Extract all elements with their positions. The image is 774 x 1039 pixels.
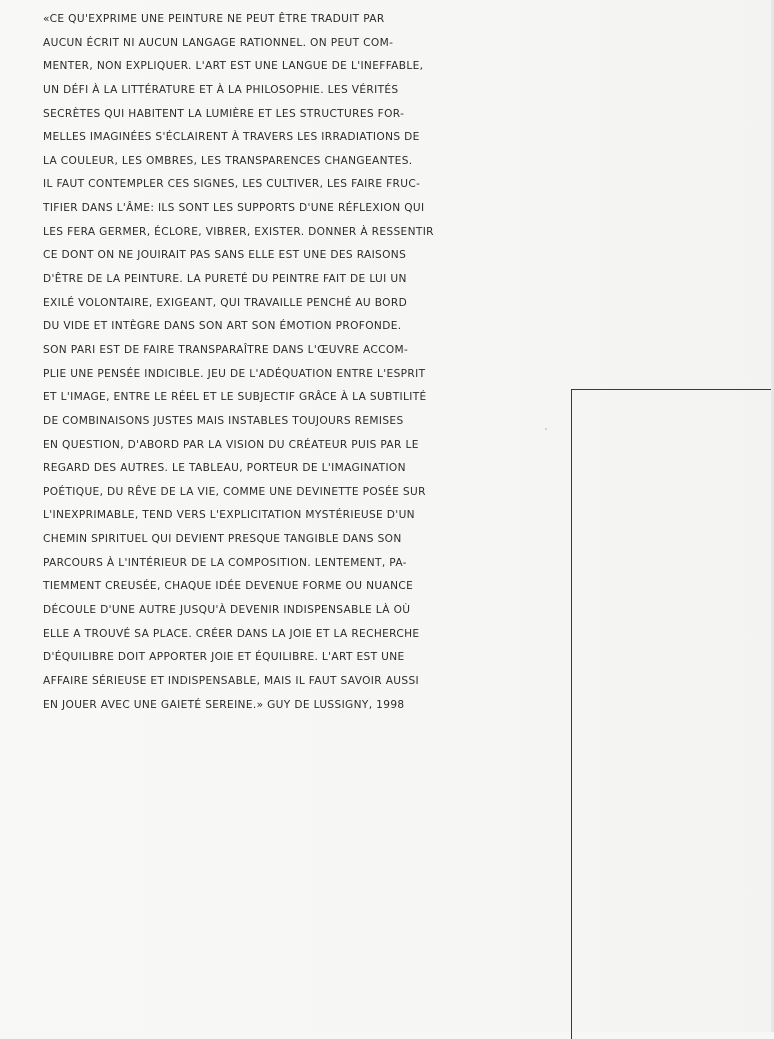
quote-line: AFFAIRE SÉRIEUSE ET INDISPENSABLE, MAIS IL FAUT SAVOIR AUSSI	[43, 674, 420, 687]
quote-line: «CE QU'EXPRIME UNE PEINTURE NE PEUT ÊTRE TRADUIT PAR	[43, 13, 385, 25]
quote-line: LES FERA GERMER, ÉCLORE, VIBRER, EXISTER. DONNER À RESSENTIR	[43, 225, 434, 238]
quote-line: ELLE A TROUVÉ SA PLACE. CRÉER DANS LA JOIE ET LA RECHERCHE	[43, 627, 420, 640]
quote-line: CHEMIN SPIRITUEL QUI DEVIENT PRESQUE TANGIBLE DANS SON	[43, 533, 402, 546]
quote-attribution-line: EN JOUER AVEC UNE GAIETÉ SEREINE.» GUY DE LUSSIGNY, 1998	[43, 698, 405, 711]
quote-line: SON PARI EST DE FAIRE TRANSPARAÎTRE DANS L'ŒUVRE ACCOM-	[43, 343, 409, 356]
artwork-frame	[571, 389, 774, 1039]
quote-line: POÉTIQUE, DU RÊVE DE LA VIE, COMME UNE DEVINETTE POSÉE SUR	[43, 485, 426, 498]
quote-line: MELLES IMAGINÉES S'ÉCLAIRENT À TRAVERS LES IRRADIATIONS DE	[43, 131, 420, 144]
quote-line: PLIE UNE PENSÉE INDICIBLE. JEU DE L'ADÉQUATION ENTRE L'ESPRIT	[43, 367, 426, 380]
quote-line: MENTER, NON EXPLIQUER. L'ART EST UNE LANGUE DE L'INEFFABLE,	[43, 60, 424, 73]
quote-line: UN DÉFI À LA LITTÉRATURE ET À LA PHILOSOPHIE. LES VÉRITÉS	[43, 83, 399, 96]
quote-line: REGARD DES AUTRES. LE TABLEAU, PORTEUR DE L'IMAGINATION	[43, 462, 406, 475]
quote-line: IL FAUT CONTEMPLER CES SIGNES, LES CULTIVER, LES FAIRE FRUC-	[43, 178, 421, 191]
quote-line: DU VIDE ET INTÈGRE DANS SON ART SON ÉMOTION PROFONDE.	[43, 320, 402, 333]
quote-line: D'ÉQUILIBRE DOIT APPORTER JOIE ET ÉQUILIBRE. L'ART EST UNE	[43, 651, 405, 664]
quote-line: TIFIER DANS L'ÂME: ILS SONT LES SUPPORTS D'UNE RÉFLEXION QUI	[43, 202, 425, 215]
quote-line: EXILÉ VOLONTAIRE, EXIGEANT, QUI TRAVAILLE PENCHÉ AU BORD	[43, 296, 408, 309]
paper-speck	[545, 428, 547, 430]
quote-line: SECRÈTES QUI HABITENT LA LUMIÈRE ET LES STRUCTURES FOR-	[43, 107, 405, 120]
quote-line: DE COMBINAISONS JUSTES MAIS INSTABLES TOUJOURS REMISES	[43, 414, 404, 427]
quote-text-block	[43, 8, 434, 717]
quote-line: TIEMMENT CREUSÉE, CHAQUE IDÉE DEVENUE FORME OU NUANCE	[43, 580, 414, 593]
quote-line: EN QUESTION, D'ABORD PAR LA VISION DU CRÉATEUR PUIS PAR LE	[43, 438, 419, 451]
quote-line: DÉCOULE D'UNE AUTRE JUSQU'À DEVENIR INDISPENSABLE LÀ OÙ	[43, 604, 411, 617]
quote-line: LA COULEUR, LES OMBRES, LES TRANSPARENCES CHANGEANTES.	[43, 154, 413, 167]
quote-line: AUCUN ÉCRIT NI AUCUN LANGAGE RATIONNEL. ON PEUT COM-	[43, 36, 394, 49]
quote-line: PARCOURS À L'INTÉRIEUR DE LA COMPOSITION. LENTEMENT, PA-	[43, 556, 407, 569]
quote-line: CE DONT ON NE JOUIRAIT PAS SANS ELLE EST UNE DES RAISONS	[43, 249, 407, 262]
quote-line: L'INEXPRIMABLE, TEND VERS L'EXPLICITATION MYSTÉRIEUSE D'UN	[43, 509, 415, 522]
quote-line: D'ÊTRE DE LA PEINTURE. LA PURETÉ DU PEINTRE FAIT DE LUI UN	[43, 273, 407, 286]
quote-line: ET L'IMAGE, ENTRE LE RÉEL ET LE SUBJECTIF GRÂCE À LA SUBTILITÉ	[43, 391, 427, 404]
